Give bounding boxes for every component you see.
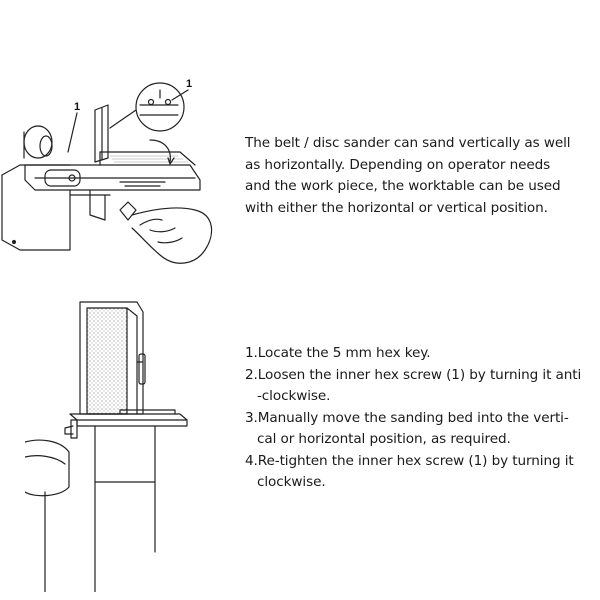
sander-vertical-illustration [25, 292, 200, 592]
description-paragraph [245, 133, 595, 219]
step-line: 1.Locate the 5 mm hex key. [245, 345, 431, 361]
step-line: 4.Re-tighten the inner hex screw (1) by turning it [245, 452, 574, 469]
step-line: cal or horizontal position, as required. [257, 431, 511, 447]
step-line: -clockwise. [257, 388, 331, 404]
step-line: 2.Loosen the inner hex screw (1) by turning it anti [245, 366, 582, 383]
sander-horizontal-illustration [0, 70, 225, 280]
step-line: clockwise. [257, 474, 326, 490]
callout-right: 1 [186, 78, 193, 90]
instruction-steps [245, 343, 595, 494]
description-line: and the work piece, the worktable can be used [245, 178, 561, 194]
step-line: 3.Manually move the sanding bed into the verti- [245, 409, 569, 426]
callout-left: 1 [74, 101, 81, 113]
description-line: as horizontally. Depending on operator needs [245, 156, 551, 173]
description-line: The belt / disc sander can sand vertically as well [245, 135, 571, 151]
description-line: with either the horizontal or vertical position. [245, 199, 548, 216]
